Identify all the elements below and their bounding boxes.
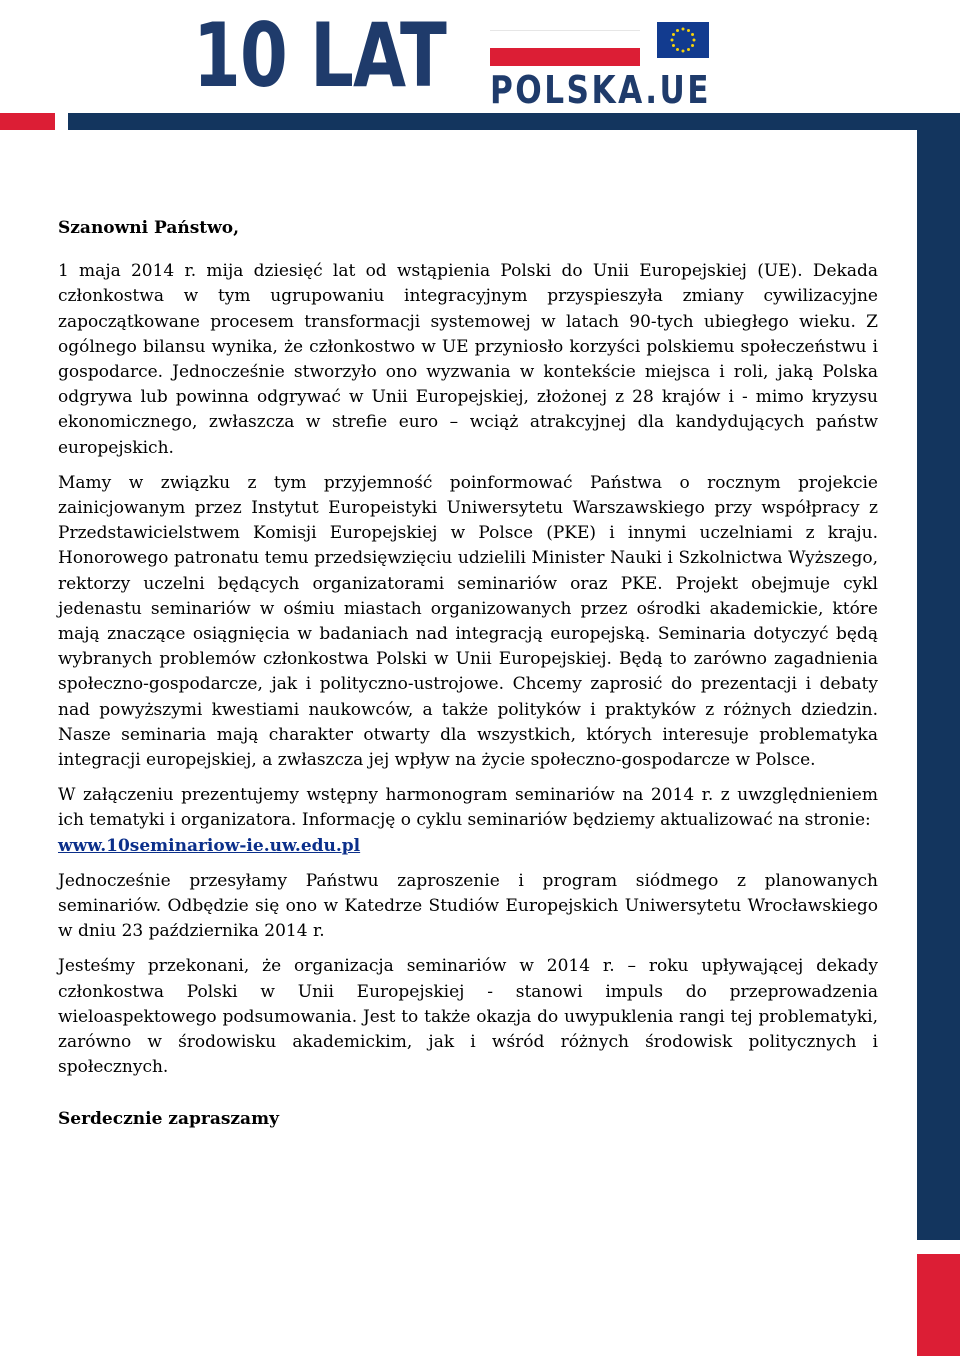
logo-title: 10 LAT: [193, 4, 447, 107]
right-red-footer-block: [917, 1254, 960, 1356]
paragraph-schedule: [58, 783, 878, 859]
closing-line: Serdecznie zapraszamy: [58, 1109, 279, 1129]
seminar-website-link[interactable]: www.10seminariow-ie.uw.edu.pl: [58, 835, 361, 856]
paragraph-schedule-text: W załączeniu prezentujemy wstępny harmonogram seminariów na 2014 r. z uwzględnieniem ich tematyki i organizatora. Informację o cyklu seminariów będziemy aktualizować na stronie:: [58, 785, 878, 831]
paragraph-project: Mamy w związku z tym przyjemność poinformować Państwa o rocznym projekcie zainicjowanym przez Instytut Europeistyki Uniwersytetu Warszawskiego przy współpracy z Przedstawicielstwem Komisji Europejskiej w Polsce (PKE) i innymi uczelniami z kraju. Honorowego patronatu temu przedsięwzięciu udzielili Minister Nauki i Szkolnictwa Wyższego, rektorzy uczelni będących organizatorami seminariów oraz PKE. Projekt obejmuje cykl jedenastu seminariów w ośmiu miastach organizowanych przez ośrodki akademickie, które mają znaczące osiągnięcia w badaniach nad integracją europejską. Seminaria dotyczyć będą wybranych problemów członkostwa Polski w Unii Europejskiej. Będą to zarówno zagadnienia społeczno-gospodarcze, jak i polityczno-ustrojowe. Chcemy zaprosić do prezentacji i debaty nad powyższymi kwestiami naukowców, a także polityków i praktyków z różnych dziedzin. Nasze seminaria mają charakter otwarty dla wszystkich, których interesuje problematyka integracji europejskiej, a zwłaszcza jej wpływ na życie społeczno-gospodarcze w Polsce.: [58, 472, 878, 771]
paragraph-conclusion: Jesteśmy przekonani, że organizacja seminariów w 2014 r. – roku upływającej dekady członkostwa Polski w Unii Europejskiej - stanowi impuls do przeprowadzenia wieloaspektowego podsumowania. Jest to także okazja do uwypuklenia rangi tej problematyki, zarówno w środowisku akademickim, jak i wśród różnych środowisk politycznych i społecznych.: [58, 956, 878, 1078]
eu-star-icon: [687, 48, 690, 51]
logo-10-lat-polska-ue: [193, 4, 713, 112]
polish-flag-white-stripe: [490, 30, 640, 48]
header-navy-bar: [68, 113, 960, 130]
eu-star-icon: [676, 29, 679, 32]
eu-star-icon: [691, 33, 694, 36]
eu-star-icon: [672, 44, 675, 47]
eu-star-icon: [682, 50, 685, 53]
header-red-bar: [0, 113, 55, 130]
eu-stars-graphic: [657, 22, 709, 58]
paragraph-intro: 1 maja 2014 r. mija dziesięć lat od wstąpienia Polski do Unii Europejskiej (UE). Dekada członkostwa w tym ugrupowaniu integracyjnym przyspieszyła zmiany cywilizacyjne zapoczątkowane procesem transformacji systemowej w latach 90-tych ubiegłego wieku. Z ogólnego bilansu wynika, że członkostwo w UE przyniosło korzyści polskiemu społeczeństwu i gospodarce. Jednocześnie stworzyło ono wyzwania w kontekście miejsca i roli, jaką Polska odgrywa lub powinna odgrywać w Unii Europejskiej, złożonej z 28 krajów i - mimo kryzysu ekonomicznego, zwłaszcza w strefie euro – wciąż atrakcyjnej dla kandydujących państw europejskich.: [58, 261, 878, 458]
eu-star-icon: [691, 44, 694, 47]
greeting: Szanowni Państwo,: [58, 218, 240, 238]
paragraph-invitation: Jednocześnie przesyłamy Państwu zaproszenie i program siódmego z planowanych seminariów. Odbędzie się ono w Katedrze Studiów Europejskich Uniwersytetu Wrocławskiego w dniu 23 października 2014 r.: [58, 870, 878, 942]
eu-star-icon: [687, 29, 690, 32]
eu-star-icon: [682, 28, 685, 31]
polish-flag-red-stripe: [490, 48, 640, 66]
eu-star-icon: [676, 48, 679, 51]
right-navy-border: [917, 113, 960, 1240]
logo-subtitle: POLSKA.UE: [490, 68, 712, 112]
eu-star-icon: [693, 39, 696, 42]
eu-flag-icon: [657, 22, 709, 58]
eu-star-icon: [672, 33, 675, 36]
letter-body: [58, 216, 878, 1091]
eu-star-icon: [671, 39, 674, 42]
